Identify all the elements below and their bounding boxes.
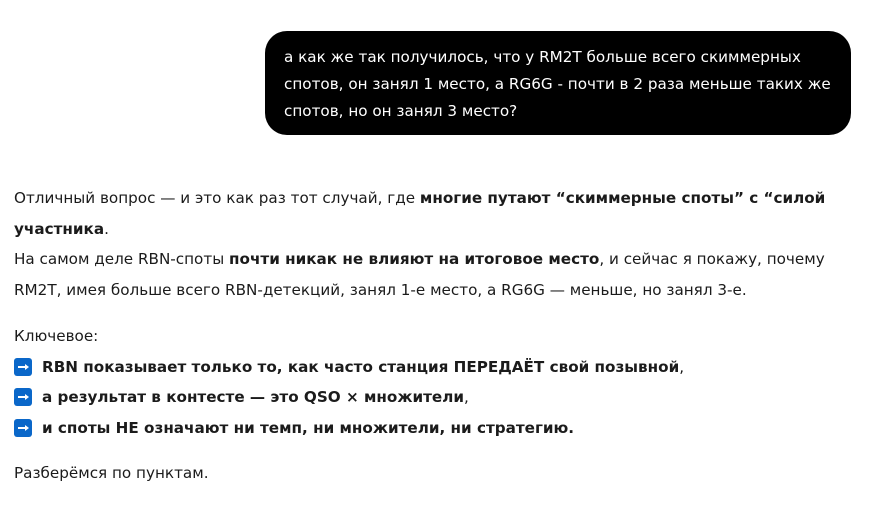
- closing-line: Разберёмся по пунктам.: [14, 464, 209, 482]
- para2-text: На самом деле RBN-споты: [14, 250, 230, 268]
- intro-period: .: [104, 219, 109, 238]
- user-message-line: спотов, он занял 1 место, а RG6G - почти в 2 раза меньше таких же: [284, 75, 831, 93]
- intro-bold: многие путают “скиммерные споты” с “силой: [419, 189, 826, 207]
- bullet-bold: а результат в контесте — это QSO × множители: [42, 388, 464, 406]
- intro-text: Отличный вопрос — и это как раз тот случай, где: [14, 189, 420, 207]
- user-message-line: спотов, но он занял 3 место?: [284, 102, 518, 120]
- assistant-message: [14, 183, 854, 489]
- para2-bold: почти никак не влияют на итоговое место: [229, 250, 600, 268]
- para2-line-2: RM2T, имея больше всего RBN-детекций, занял 1-е место, а RG6G — меньше, но занял 3-е.: [14, 280, 747, 299]
- intro-line-1: [14, 183, 854, 214]
- bullet-rest: ,: [679, 357, 685, 376]
- right-arrow-icon: [14, 388, 32, 406]
- bullet-item: [14, 352, 854, 383]
- right-arrow-icon: [14, 419, 32, 437]
- para2-text-end: , и сейчас я покажу, почему: [599, 250, 825, 268]
- user-message-bubble: [265, 31, 851, 135]
- para2-line-1: [14, 244, 854, 275]
- right-arrow-icon: [14, 358, 32, 376]
- user-message-line: а как же так получилось, что у RM2T больше всего скиммерных: [284, 48, 801, 66]
- bullet-item: [14, 382, 854, 413]
- bullet-bold: RBN показывает только то, как часто станция ПЕРЕДАЁТ свой позывной: [42, 357, 680, 376]
- bullet-rest: ,: [463, 388, 469, 406]
- bullet-bold: и споты НЕ означают ни темп, ни множители, ни стратегию.: [42, 418, 575, 437]
- bullet-item: [14, 413, 854, 444]
- intro-bold-2: участника: [14, 219, 105, 238]
- intro-line-2: [14, 214, 854, 245]
- key-heading: Ключевое:: [14, 327, 99, 345]
